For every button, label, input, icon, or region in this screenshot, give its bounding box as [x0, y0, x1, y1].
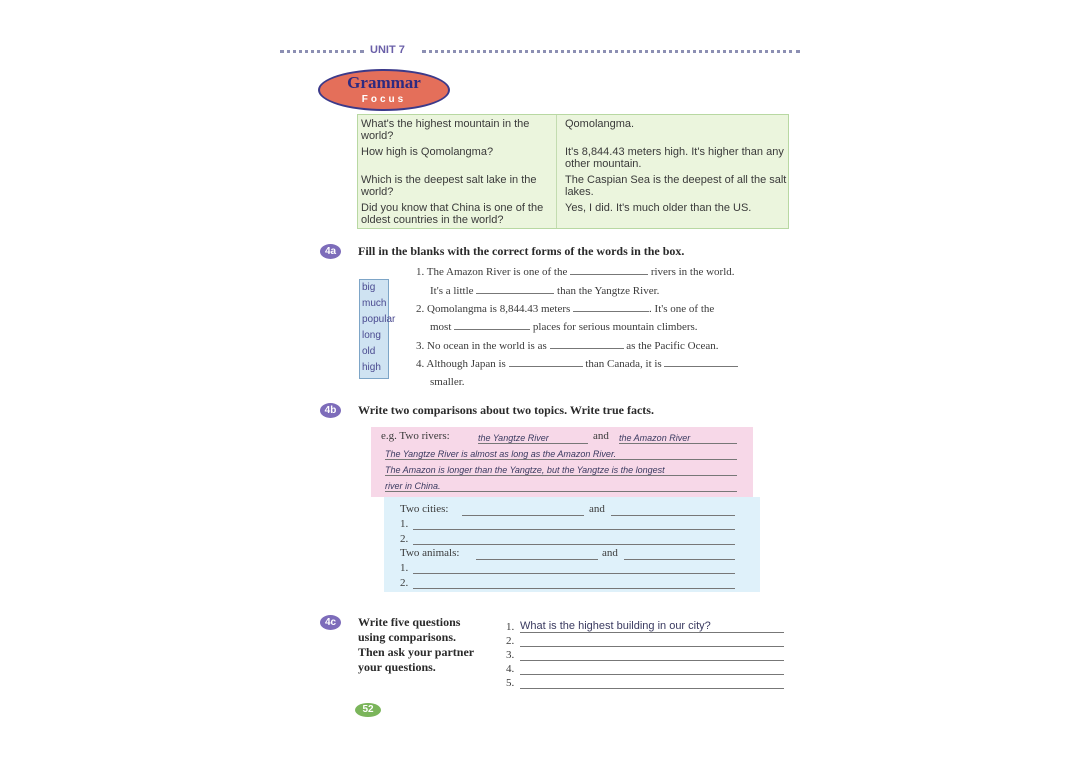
- gf-question: Did you know that China is one of the oldest countries in the world?: [361, 202, 544, 226]
- question-number: 2.: [506, 635, 515, 647]
- sentence-text: . It's one of the: [649, 303, 715, 315]
- exercise-4c-badge: 4c: [320, 615, 341, 630]
- line-number: 1.: [400, 518, 409, 530]
- animals-first-blank[interactable]: [476, 559, 598, 560]
- answer-line[interactable]: [413, 529, 735, 530]
- sentence-text: It's a little: [430, 285, 474, 297]
- exercise-4c-instruction: Write five questions: [358, 615, 461, 629]
- exercise-4c-instruction: Then ask your partner: [358, 645, 475, 659]
- exercise-4a-instruction: Fill in the blanks with the correct forms of the words in the box.: [358, 244, 685, 258]
- sentence-text: as the Pacific Ocean.: [626, 340, 719, 352]
- example-first-topic: the Yangtze River: [478, 433, 588, 444]
- question-number: 3.: [506, 649, 515, 661]
- example-topic-line: [381, 430, 450, 442]
- word-box-item: long: [362, 330, 381, 341]
- page-number: 52: [355, 703, 381, 717]
- exercise-4a-line-4: [430, 321, 698, 333]
- word-box-item: much: [362, 298, 387, 309]
- word-box-item: big: [362, 282, 376, 293]
- cities-label: Two cities:: [400, 503, 449, 515]
- exercise-4c-instruction: your questions.: [358, 660, 436, 674]
- exercise-4b-badge: 4b: [320, 403, 341, 418]
- grammar-focus-subtitle: Focus: [361, 94, 407, 105]
- question-line[interactable]: [520, 646, 784, 647]
- example-sentence-3: river in China.: [385, 481, 737, 492]
- cities-second-blank[interactable]: [611, 515, 735, 516]
- answer-blank[interactable]: [476, 293, 554, 294]
- word-box-item: old: [362, 346, 376, 357]
- question-number: 5.: [506, 677, 515, 689]
- unit-label: UNIT 7: [370, 44, 405, 56]
- example-label: e.g. Two rivers:: [381, 430, 450, 442]
- answer-line[interactable]: [413, 588, 735, 589]
- line-number: 2.: [400, 577, 409, 589]
- and-label: and: [602, 547, 618, 559]
- exercise-4a-line-6: [416, 358, 738, 370]
- example-sentence-1: The Yangtze River is almost as long as the Amazon River.: [385, 449, 737, 460]
- animals-second-blank[interactable]: [624, 559, 735, 560]
- question-number: 1.: [506, 621, 515, 633]
- question-answer-1[interactable]: What is the highest building in our city?: [520, 620, 784, 633]
- exercise-4a-line-5: [416, 340, 718, 352]
- answer-line[interactable]: [413, 544, 735, 545]
- gf-answer: It's 8,844.43 meters high. It's higher than any other mountain.: [565, 146, 784, 170]
- exercise-4a-line-1: [416, 266, 735, 278]
- sentence-text: than Canada, it is: [585, 358, 662, 370]
- animals-label: Two animals:: [400, 547, 460, 559]
- answer-blank[interactable]: [664, 366, 738, 367]
- question-line[interactable]: [520, 688, 784, 689]
- grammar-focus-divider: [556, 115, 557, 228]
- cities-first-blank[interactable]: [462, 515, 584, 516]
- answer-blank[interactable]: [570, 274, 648, 275]
- sentence-text: 2. Qomolangma is 8,844.43 meters: [416, 303, 571, 315]
- exercise-4a-line-7: smaller.: [430, 376, 465, 388]
- exercise-4a-line-3: [416, 303, 714, 315]
- sentence-text: 1. The Amazon River is one of the: [416, 266, 568, 278]
- and-label: and: [593, 430, 609, 442]
- gf-answer: The Caspian Sea is the deepest of all the salt lakes.: [565, 174, 787, 198]
- header-dots-right: [422, 50, 800, 53]
- sentence-text: rivers in the world.: [650, 266, 735, 278]
- line-number: 1.: [400, 562, 409, 574]
- answer-blank[interactable]: [454, 329, 530, 330]
- gf-question: Which is the deepest salt lake in the world?: [361, 174, 537, 198]
- gf-question: How high is Qomolangma?: [361, 146, 494, 158]
- question-line[interactable]: [520, 660, 784, 661]
- answer-line[interactable]: [413, 573, 735, 574]
- exercise-4a-line-2: [430, 285, 659, 297]
- question-line[interactable]: [520, 674, 784, 675]
- gf-question: What's the highest mountain in the world?: [361, 118, 530, 142]
- grammar-focus-title: Grammar: [347, 73, 421, 92]
- example-second-topic: the Amazon River: [619, 433, 737, 444]
- question-number: 4.: [506, 663, 515, 675]
- word-box-item: popular: [362, 314, 396, 325]
- answer-blank[interactable]: [509, 366, 583, 367]
- exercise-4b-instruction: Write two comparisons about two topics. Write true facts.: [358, 403, 654, 417]
- gf-answer: Yes, I did. It's much older than the US.: [565, 202, 752, 214]
- sentence-text: 4. Although Japan is: [416, 358, 506, 370]
- header-dots-left: [280, 50, 364, 53]
- word-box-item: high: [362, 362, 381, 373]
- gf-answer: Qomolangma.: [565, 118, 635, 130]
- exercise-4a-badge: 4a: [320, 244, 341, 259]
- sentence-text: than the Yangtze River.: [557, 285, 660, 297]
- answer-blank[interactable]: [550, 348, 624, 349]
- line-number: 2.: [400, 533, 409, 545]
- sentence-text: places for serious mountain climbers.: [532, 321, 698, 333]
- answer-blank[interactable]: [573, 311, 649, 312]
- sentence-text: 3. No ocean in the world is as: [416, 340, 547, 352]
- sentence-text: most: [430, 321, 452, 333]
- and-label: and: [589, 503, 605, 515]
- example-sentence-2: The Amazon is longer than the Yangtze, but the Yangtze is the longest: [385, 465, 737, 476]
- exercise-4c-instruction: using comparisons.: [358, 630, 457, 644]
